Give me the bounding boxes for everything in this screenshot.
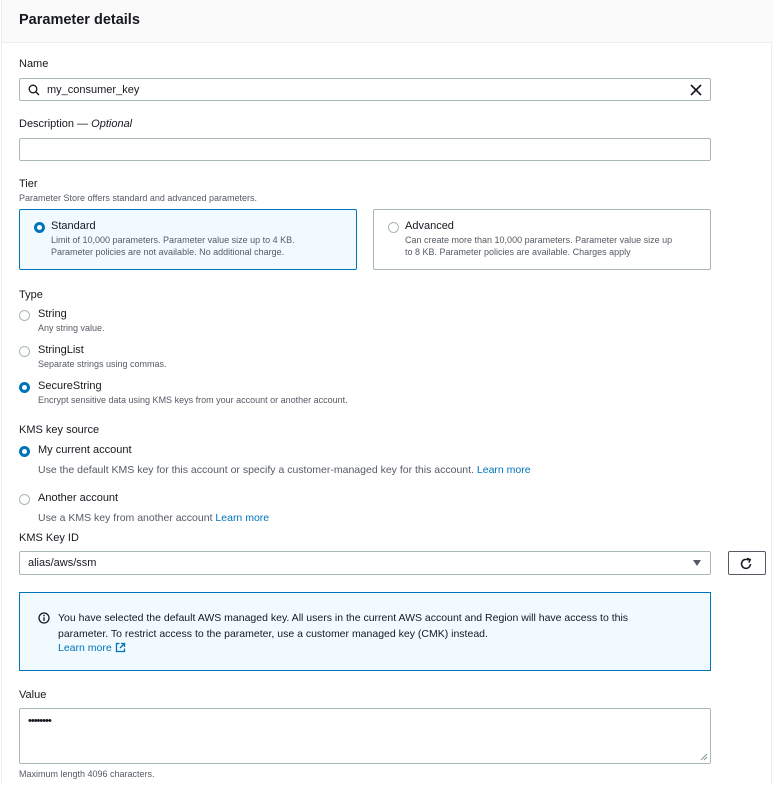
type-stringlist-title: StringList bbox=[38, 344, 84, 356]
type-stringlist-desc: Separate strings using commas. bbox=[38, 359, 167, 369]
description-label bbox=[19, 118, 132, 130]
alert-learn-more-link[interactable] bbox=[58, 642, 126, 654]
kms-key-id-select[interactable] bbox=[19, 551, 711, 575]
radio-advanced[interactable] bbox=[388, 222, 399, 233]
refresh-icon bbox=[739, 557, 753, 571]
type-securestring-title: SecureString bbox=[38, 380, 102, 392]
description-label-text: Description bbox=[19, 118, 75, 130]
type-securestring-desc: Encrypt sensitive data using KMS keys from your account or another account. bbox=[38, 395, 348, 405]
panel-header bbox=[2, 0, 773, 43]
description-label-separator: — bbox=[74, 118, 92, 130]
tier-advanced-title: Advanced bbox=[405, 220, 454, 232]
close-icon[interactable] bbox=[689, 83, 703, 97]
search-icon bbox=[28, 84, 40, 96]
type-label: Type bbox=[19, 289, 43, 301]
value-label: Value bbox=[19, 689, 47, 701]
kms-key-id-label: KMS Key ID bbox=[19, 532, 79, 544]
kms-current-account-desc bbox=[38, 464, 531, 476]
alert-learn-more-text: Learn more bbox=[58, 642, 112, 654]
tier-advanced-desc-line2: to 8 KB. Parameter policies are available. Charges apply bbox=[405, 247, 631, 257]
alert-message-line2: parameter. To restrict access to the parameter, use a customer managed key (CMK) instead. bbox=[58, 628, 488, 640]
parameter-details-panel bbox=[1, 0, 772, 785]
tier-advanced-desc bbox=[405, 234, 705, 258]
kms-source-label: KMS key source bbox=[19, 424, 100, 436]
value-textarea[interactable] bbox=[19, 708, 711, 764]
tier-standard-desc bbox=[51, 234, 351, 258]
type-string-title: String bbox=[38, 308, 67, 320]
external-link-icon bbox=[115, 642, 126, 653]
radio-another-account[interactable] bbox=[19, 494, 30, 505]
page-title: Parameter details bbox=[19, 12, 140, 28]
kms-another-account-desc-text: Use a KMS key from another account bbox=[38, 512, 213, 524]
tier-standard-desc-line1: Limit of 10,000 parameters. Parameter value size up to 4 KB. bbox=[51, 235, 295, 245]
value-textarea-content: •••••••• bbox=[28, 715, 51, 727]
resize-grip-icon[interactable] bbox=[700, 753, 708, 761]
tier-option-standard[interactable] bbox=[19, 209, 357, 270]
tier-advanced-desc-line1: Can create more than 10,000 parameters. Parameter value size up bbox=[405, 235, 673, 245]
kms-current-account-title: My current account bbox=[38, 444, 132, 456]
name-label: Name bbox=[19, 58, 49, 70]
caret-down-icon bbox=[693, 560, 701, 566]
radio-securestring[interactable] bbox=[19, 382, 30, 393]
kms-another-account-title: Another account bbox=[38, 492, 119, 504]
tier-label: Tier bbox=[19, 178, 38, 190]
radio-my-current-account[interactable] bbox=[19, 446, 30, 457]
kms-another-account-desc bbox=[38, 512, 269, 524]
radio-string[interactable] bbox=[19, 310, 30, 321]
alert-message-line1: You have selected the default AWS managed key. All users in the current AWS account and Region will have access to this bbox=[58, 612, 629, 624]
description-input[interactable] bbox=[19, 138, 711, 161]
info-alert bbox=[19, 592, 711, 671]
tier-standard-desc-line2: Parameter policies are not available. No additional charge. bbox=[51, 247, 285, 257]
refresh-button[interactable] bbox=[728, 551, 766, 575]
alert-message bbox=[58, 610, 698, 642]
tier-standard-title: Standard bbox=[51, 220, 96, 232]
name-input-value: my_consumer_key bbox=[47, 84, 140, 96]
radio-stringlist[interactable] bbox=[19, 346, 30, 357]
kms-key-id-value: alias/aws/ssm bbox=[28, 557, 97, 569]
learn-more-link-current[interactable]: Learn more bbox=[476, 464, 531, 476]
kms-current-account-desc-text: Use the default KMS key for this account or specify a customer-managed key for this account. bbox=[38, 464, 474, 476]
tier-option-advanced[interactable] bbox=[373, 209, 711, 270]
name-input[interactable] bbox=[19, 78, 711, 101]
value-hint: Maximum length 4096 characters. bbox=[19, 769, 155, 779]
learn-more-link-another[interactable]: Learn more bbox=[215, 512, 270, 524]
tier-hint: Parameter Store offers standard and advanced parameters. bbox=[19, 193, 257, 203]
info-icon bbox=[38, 612, 50, 624]
optional-tag: Optional bbox=[91, 118, 133, 130]
radio-standard[interactable] bbox=[34, 222, 45, 233]
type-string-desc: Any string value. bbox=[38, 323, 105, 333]
